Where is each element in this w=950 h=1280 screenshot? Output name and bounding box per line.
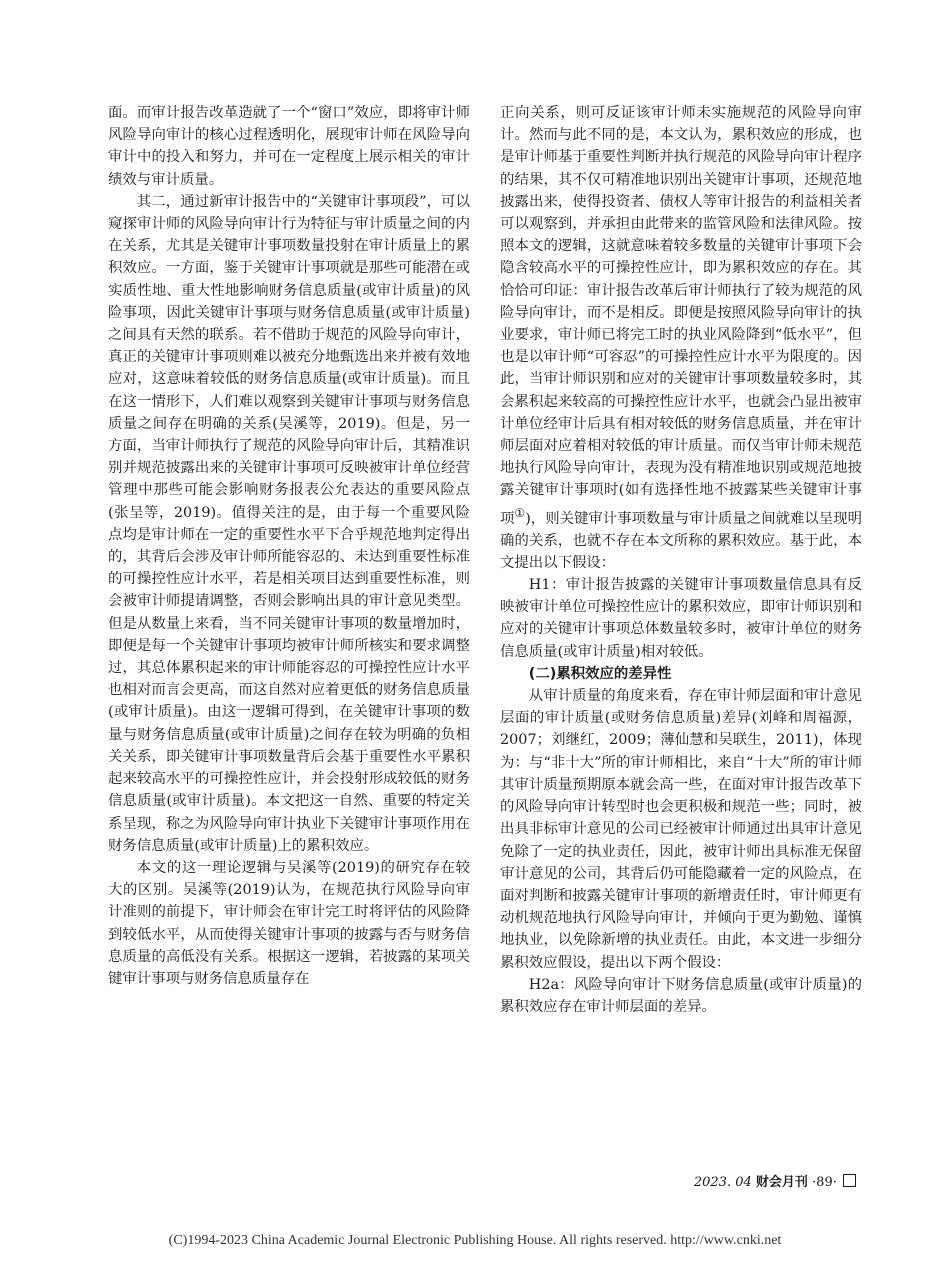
footnote-marker[interactable]: ① xyxy=(514,505,526,520)
paragraph xyxy=(500,102,862,574)
paragraph-text: )，则关键审计事项数量与审计质量之间就难以呈现明确的关系，也就不存在本文所称的累积效应。基于此，本文提出以下假设： xyxy=(500,510,862,571)
journal-name: 财会月刊 xyxy=(755,1175,808,1190)
copyright-line: (C)1994-2023 China Academic Journal Electronic Publishing House. All rights reserved. http://www.cnki.net xyxy=(168,1233,782,1248)
box-icon xyxy=(843,1174,856,1187)
section-heading: (二)累积效应的差异性 xyxy=(528,665,672,682)
issue-number: 2023. 04 xyxy=(693,1175,752,1190)
page-number: ·89· xyxy=(812,1175,837,1190)
hypothesis-h2a: H2a：风险导向审计下财务信息质量(或审计质量)的累积效应存在审计师层面的差异。 xyxy=(500,976,862,1015)
left-column xyxy=(108,102,470,990)
right-column xyxy=(500,102,862,1018)
paragraph: 其二，通过新审计报告中的“关键审计事项段”，可以窥探审计师的风险导向审计行为特征与审计质量之间的内在关系，尤其是关键审计事项数量投射在审计质量上的累积效应。一方面，鉴于关键审计事项就是那些可能潜在或实质性地、重大性地影响财务信息质量(或审计质量)的风险事项，因此关键审计事项与财务信息质量(或审计质量)之间具有天然的联系。若不借助于规范的风险导向审计，真正的关键审计事项则难以被充分地甄选出来并被有效地应对，这意味着较低的财务信息质量(或审计质量)。而且在这一情形下，人们难以观察到关键审计事项与财务信息质量之间存在明确的关系(吴溪等，2019)。但是，另一方面，当审计师执行了规范的风险导向审计后，其精准识别并规范披露出来的关键审计事项可反映被审计单位经营管理中那些可能会影响财务报表公允表达的重要风险点(张呈等，2019)。值得关注的是，由于每一个重要风险点均是审计师在一定的重要性水平下合乎规范地判定得出的，其背后会涉及审计师所能容忍的、未达到重要性标准的可操控性应计水平，若是相关项目达到重要性标准，则会被审计师提请调整，否则会影响出具的审计意见类型。但是从数量上来看，当不同关键审计事项的数量增加时，即便是每一个关键审计事项均被审计师所核实和要求调整过，其总体累积起来的审计师能容忍的可操控性应计水平也相对而言会更高，而这自然对应着更低的财务信息质量(或审计质量)。由这一逻辑可得到，在关键审计事项的数量与财务信息质量(或审计质量)之间存在较为明确的负相关关系，即关键审计事项数量背后会基于重要性水平累积起来较高水平的可操控性应计，并会投射形成较低的财务信息质量(或审计质量)。本文把这一自然、重要的特定关系呈现，称之为风险导向审计执业下关键审计事项作用在财务信息质量(或审计质量)上的累积效应。 xyxy=(108,193,470,854)
page-footer xyxy=(694,1174,856,1192)
hypothesis-h1: H1：审计报告披露的关键审计事项数量信息具有反映被审计单位可操控性应计的累积效应，即审计师识别和应对的关键审计事项总体数量较多时，被审计单位的财务信息质量(或审计质量)相对较低。 xyxy=(500,577,862,660)
paragraph: 面。而审计报告改革造就了一个“窗口”效应，即将审计师风险导向审计的核心过程透明化，展现审计师在风险导向审计中的投入和努力，并可在一定程度上展示相关的审计绩效与审计质量。 xyxy=(108,105,470,188)
paragraph: 从审计质量的角度来看，存在审计师层面和审计意见层面的审计质量(或财务信息质量)差异(刘峰和周福源，2007；刘继红，2009；薄仙慧和吴联生，2011)，体现为：与“非十大”所的审计师相比，来自“十大”所的审计师其审计质量预期原本就会高一些，在面对审计报告改革下的风险导向审计转型时也会更积极和规范一些；同时，被出具非标审计意见的公司已经被审计师通过出具审计意见免除了一定的执业责任，因此，被审计师出具标准无保留审计意见的公司，其背后仍可能隐藏着一定的风险点，在面对判断和披露关键审计事项的新增责任时，审计师更有动机规范地执行风险导向审计，并倾向于更为勤勉、谨慎地执业，以免除新增的执业责任。由此，本文进一步细分累积效应假设，提出以下两个假设： xyxy=(500,688,862,971)
paragraph: 本文的这一理论逻辑与吴溪等(2019)的研究存在较大的区别。吴溪等(2019)认为，在规范执行风险导向审计准则的前提下，审计师会在审计完工时将评估的风险降到较低水平，从而使得关键审计事项的披露与否与财务信息质量的高低没有关系。根据这一逻辑，若披露的某项关键审计事项与财务信息质量存在 xyxy=(108,859,470,987)
paragraph-text: 正向关系，则可反证该审计师未实施规范的风险导向审计。然而与此不同的是，本文认为，累积效应的形成，也是审计师基于重要性判断并执行规范的风险导向审计程序的结果，其不仅可精准地识别出关键审计事项，还规范地披露出来，使得投资者、债权人等审计报告的利益相关者可以观察到，并承担由此带来的监管风险和法律风险。按照本文的逻辑，这就意味着较多数量的关键审计事项下会隐含较高水平的可操控性应计，即为累积效应的存在。其恰恰可印证：审计报告改革后审计师执行了较为规范的风险导向审计，而不是相反。即便是按照风险导向审计的执业要求，审计师已将完工时的执业风险降到“低水平”，但也是以审计师“可容忍”的可操控性应计水平为限度的。因此，当审计师识别和应对的关键审计事项数量较多时，其会累积起来较高的可操控性应计水平，也就会凸显出被审计单位经审计后具有相对较低的财务信息质量，并在审计师层面对应着相对较低的审计质量。而仅当审计师未规范地执行风险导向审计，表现为没有精准地识别或规范地披露关键审计事项时(如有选择性地不披露某些关键审计事项 xyxy=(500,105,862,527)
